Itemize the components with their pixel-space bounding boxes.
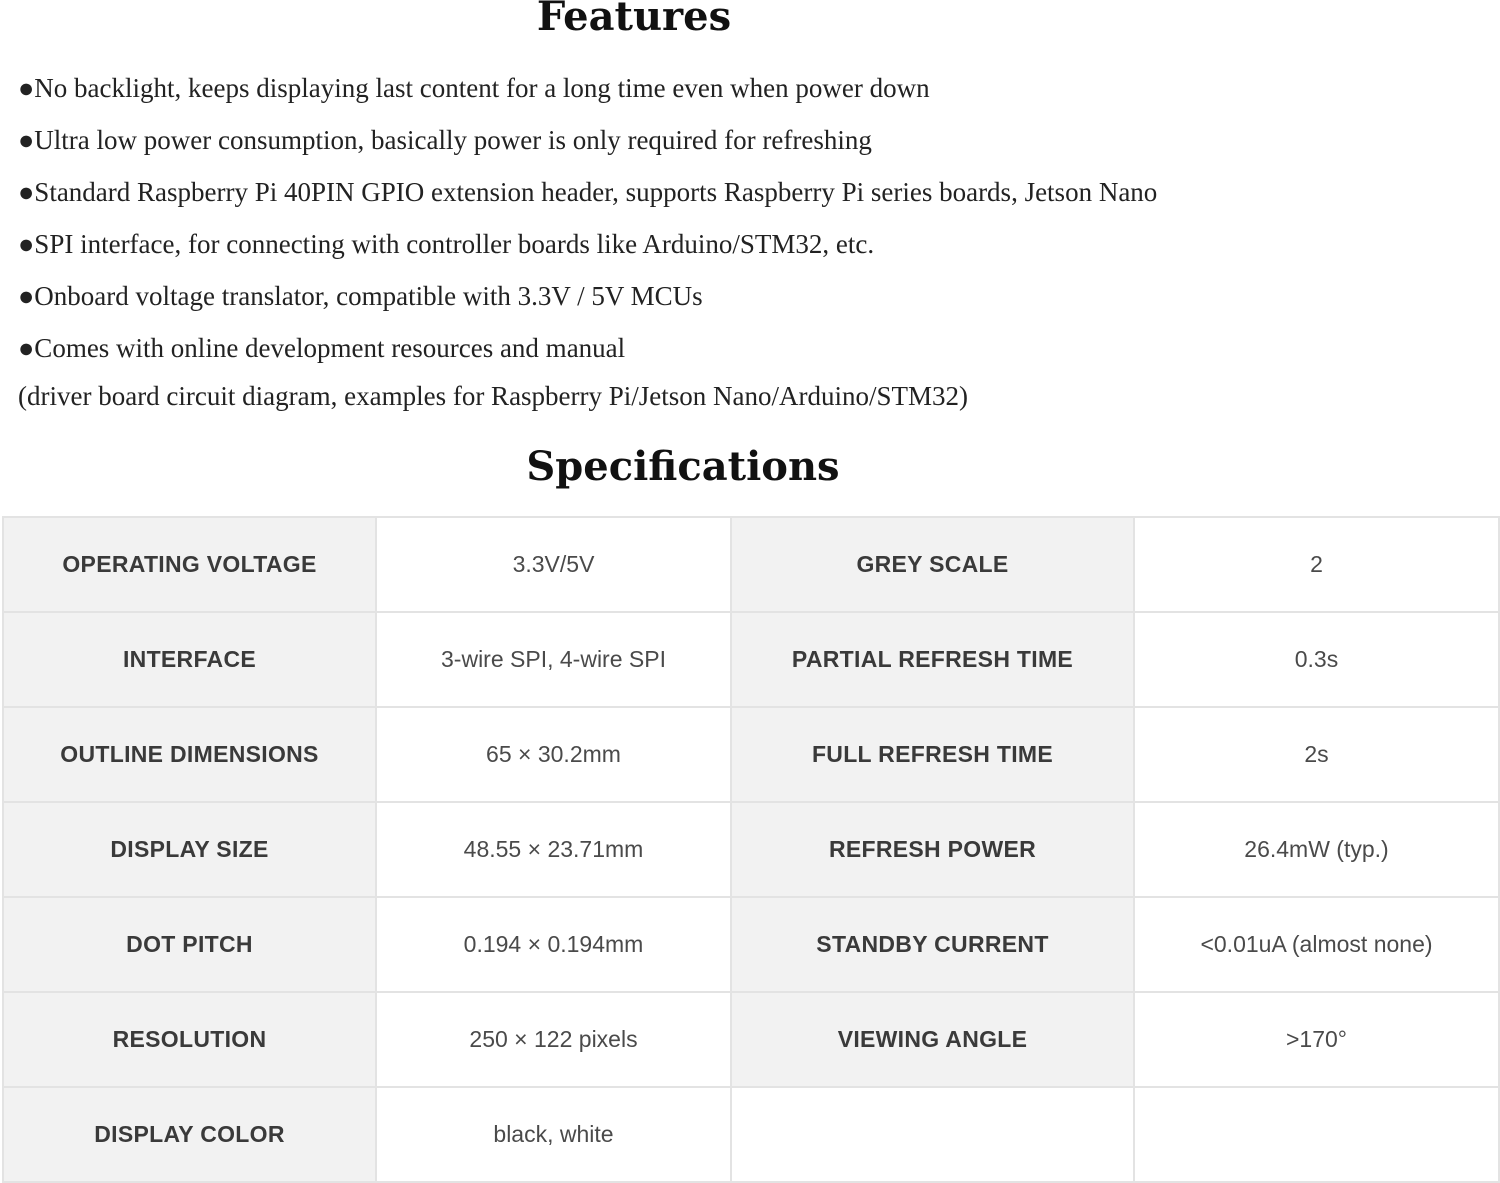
spec-label: VIEWING ANGLE xyxy=(731,992,1134,1087)
table-row xyxy=(3,1087,1499,1182)
spec-label: PARTIAL REFRESH TIME xyxy=(731,612,1134,707)
specifications-table xyxy=(2,516,1500,1183)
table-row xyxy=(3,992,1499,1087)
spec-label: FULL REFRESH TIME xyxy=(731,707,1134,802)
feature-item: ●No backlight, keeps displaying last content for a long time even when power down xyxy=(18,73,930,103)
table-row xyxy=(3,707,1499,802)
feature-item: ●Onboard voltage translator, compatible with 3.3V / 5V MCUs xyxy=(18,281,703,311)
spec-value: 48.55 × 23.71mm xyxy=(376,802,731,897)
features-list xyxy=(18,62,1157,374)
table-row xyxy=(3,802,1499,897)
spec-value: black, white xyxy=(376,1087,731,1182)
specifications-heading: Specifications xyxy=(526,443,840,490)
spec-value: 3-wire SPI, 4-wire SPI xyxy=(376,612,731,707)
table-row xyxy=(3,612,1499,707)
features-heading: Features xyxy=(536,0,732,40)
spec-value: 2s xyxy=(1134,707,1499,802)
spec-value: >170° xyxy=(1134,992,1499,1087)
feature-item: ●Ultra low power consumption, basically power is only required for refreshing xyxy=(18,125,872,155)
spec-value: 26.4mW (typ.) xyxy=(1134,802,1499,897)
spec-value-empty xyxy=(1134,1087,1499,1182)
feature-item: ●Comes with online development resources and manual xyxy=(18,333,626,363)
spec-value: 3.3V/5V xyxy=(376,517,731,612)
spec-label: GREY SCALE xyxy=(731,517,1134,612)
spec-label: OPERATING VOLTAGE xyxy=(3,517,376,612)
spec-value: 0.3s xyxy=(1134,612,1499,707)
spec-value: 250 × 122 pixels xyxy=(376,992,731,1087)
table-row xyxy=(3,897,1499,992)
table-row xyxy=(3,517,1499,612)
spec-label: OUTLINE DIMENSIONS xyxy=(3,707,376,802)
spec-value: 65 × 30.2mm xyxy=(376,707,731,802)
spec-label: DISPLAY COLOR xyxy=(3,1087,376,1182)
features-note: (driver board circuit diagram, examples for Raspberry Pi/Jetson Nano/Arduino/STM32) xyxy=(18,381,969,411)
spec-value: 0.194 × 0.194mm xyxy=(376,897,731,992)
spec-label: REFRESH POWER xyxy=(731,802,1134,897)
spec-label-empty xyxy=(731,1087,1134,1182)
feature-item: ●Standard Raspberry Pi 40PIN GPIO extension header, supports Raspberry Pi series boards, Jetson Nano xyxy=(18,177,1158,207)
spec-label: INTERFACE xyxy=(3,612,376,707)
spec-label: RESOLUTION xyxy=(3,992,376,1087)
spec-label: STANDBY CURRENT xyxy=(731,897,1134,992)
spec-value: 2 xyxy=(1134,517,1499,612)
spec-label: DISPLAY SIZE xyxy=(3,802,376,897)
spec-value: <0.01uA (almost none) xyxy=(1134,897,1499,992)
feature-item: ●SPI interface, for connecting with controller boards like Arduino/STM32, etc. xyxy=(18,229,875,259)
spec-label: DOT PITCH xyxy=(3,897,376,992)
